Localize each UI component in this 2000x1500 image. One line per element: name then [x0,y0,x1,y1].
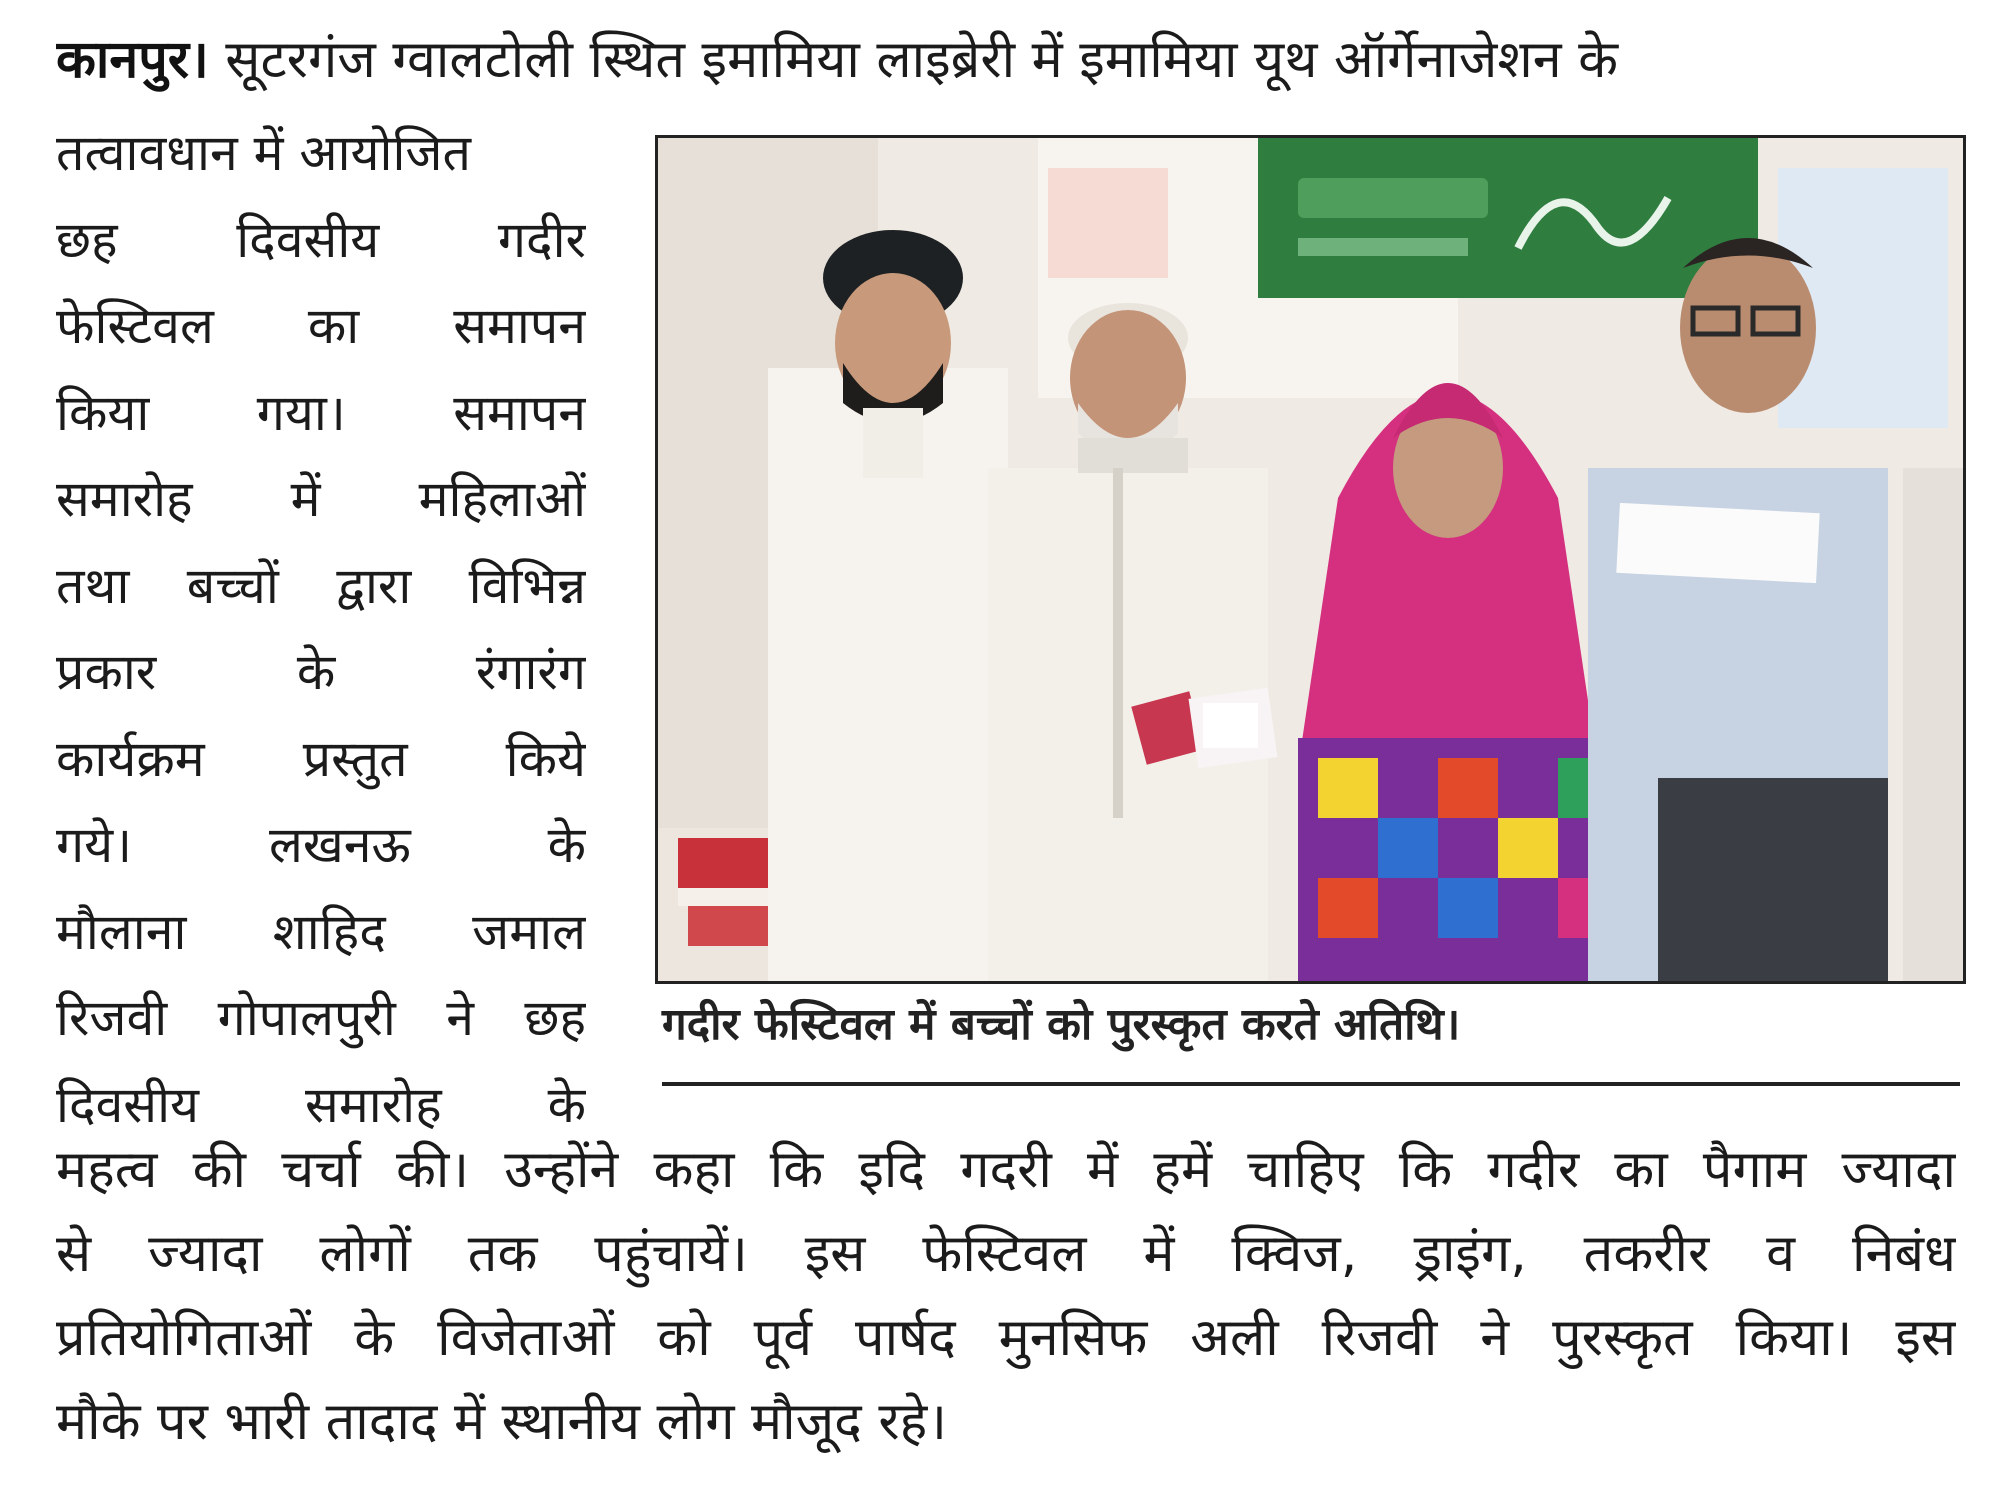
side-line: कार्यक्रम प्रस्तुत किये [56,729,586,788]
body-line: से ज्यादा लोगों तक पहुंचायें। इस फेस्टिवल में क्विज, ड्राइंग, तकरीर व निबंध [56,1224,1956,1284]
side-column-text [56,110,586,1148]
photo-caption: गदीर फेस्टिवल में बच्चों को पुरस्कृत करते अतिथि। [662,999,1461,1050]
lead-text: सूटरगंज ग्वालटोली स्थित इमामिया लाइब्रेरी में इमामिया यूथ ऑर्गेनाजेशन के [208,30,1619,90]
photo-illustration [658,138,1963,981]
side-line: दिवसीय समारोह के [56,1075,586,1134]
side-line: प्रकार के रंगारंग [56,643,586,701]
news-photo [655,135,1966,984]
side-line: किया गया। समापन [56,383,586,442]
side-line: रिजवी गोपालपुरी ने छह [56,989,586,1047]
side-line: गये। लखनऊ के [56,816,586,874]
paper-sheet [1616,503,1819,583]
side-line: समारोह में महिलाओं [56,470,586,528]
side-line: फेस्टिवल का समापन [56,297,586,355]
body-line: मौके पर भारी तादाद में स्थानीय लोग मौजूद रहे। [56,1392,947,1452]
body-text [56,1128,1956,1464]
side-line: मौलाना शाहिद जमाल [56,902,586,961]
body-line: प्रतियोगिताओं के विजेताओं को पूर्व पार्षद मुनसिफ अली रिजवी ने पुरस्कृत किया। इस [56,1308,1956,1368]
caption-divider [662,1082,1960,1086]
side-line: तथा बच्चों द्वारा विभिन्न [56,556,586,615]
lead-line [56,18,1966,102]
dateline: कानपुर। [56,30,209,90]
side-line: छह दिवसीय गदीर [56,210,586,269]
body-line: महत्व की चर्चा की। उन्होंने कहा कि इदि गदरी में हमें चाहिए कि गदीर का पैगाम ज्यादा [56,1140,1956,1200]
side-line: तत्वावधान में आयोजित [56,124,472,182]
